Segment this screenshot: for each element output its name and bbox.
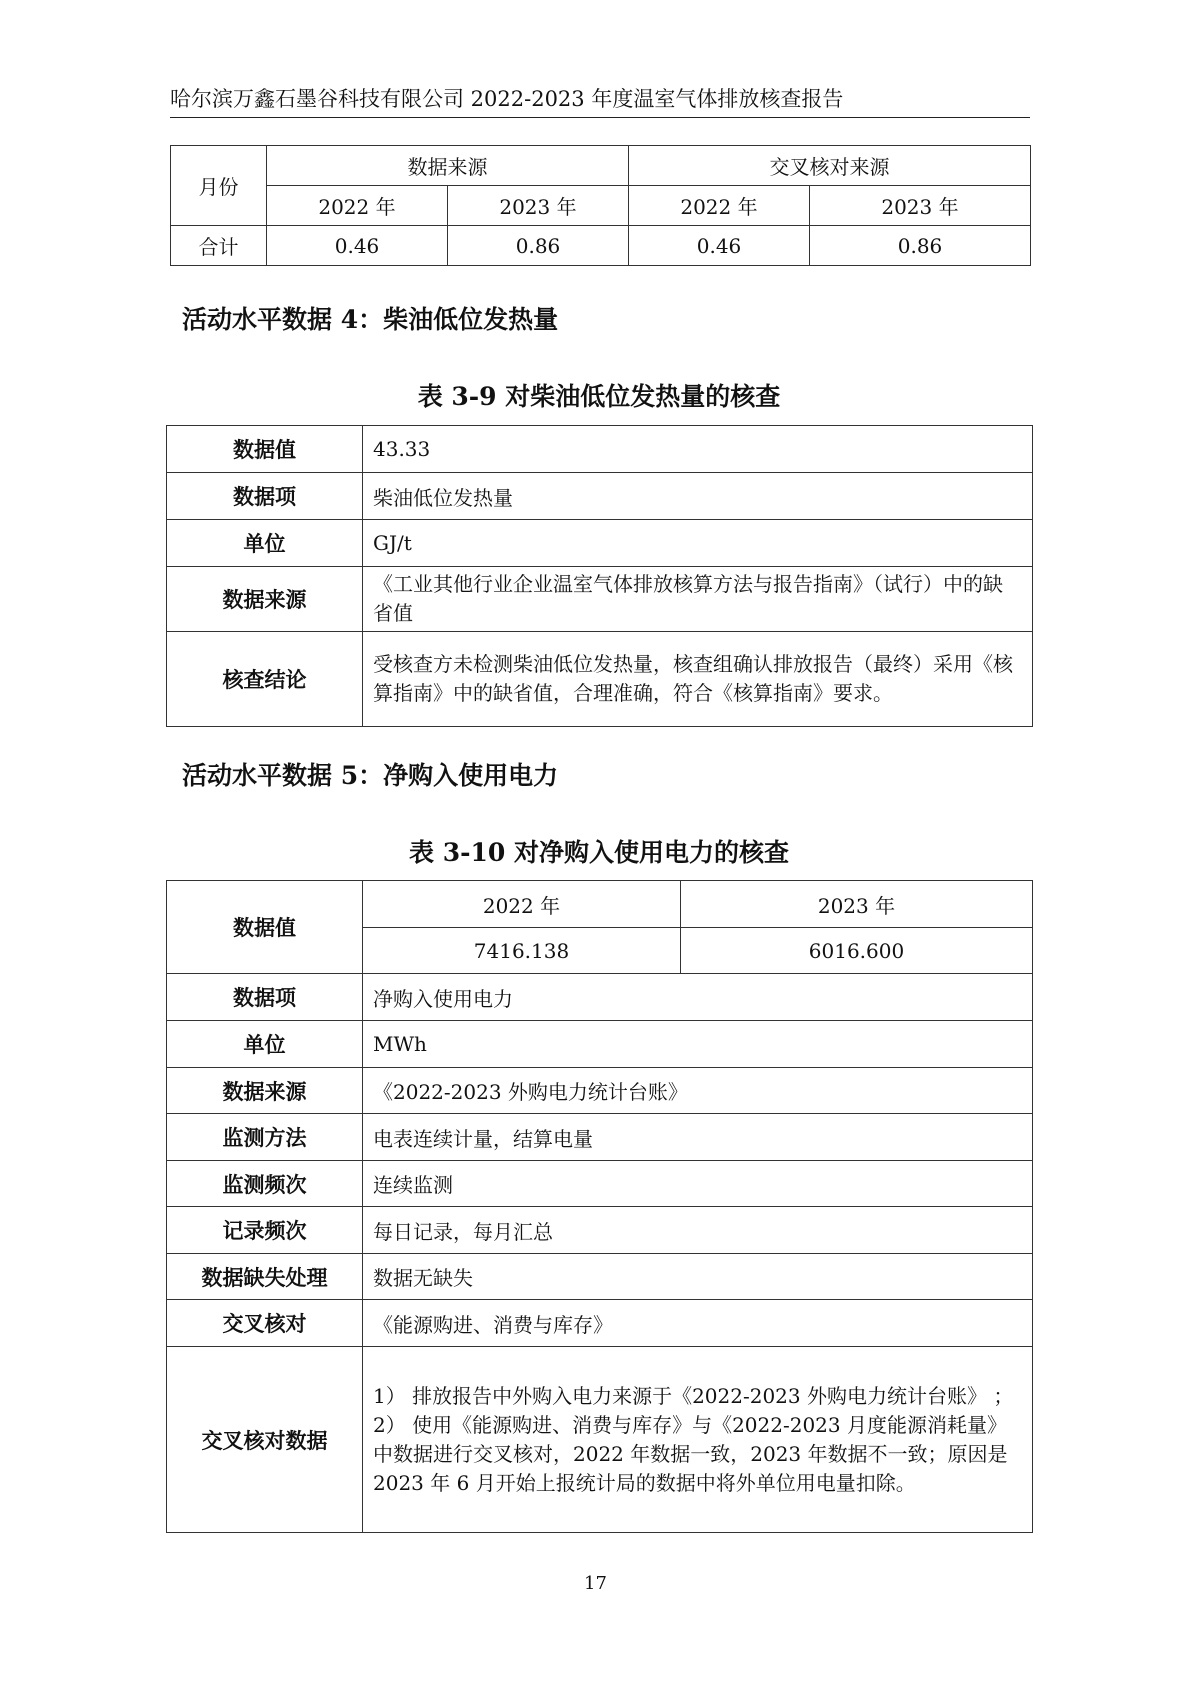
row-value: 受核查方未检测柴油低位发热量，核查组确认排放报告（最终）采用《核算指南》中的缺省值，合理准确，符合《核算指南》要求。 [363,632,1033,727]
total-value: 0.46 [629,226,810,266]
year-header: 2023 年 [810,186,1031,226]
row-label: 单位 [167,520,363,567]
cross-check-data-label: 交叉核对数据 [167,1347,363,1533]
table-3-10-caption: 表 3-10 对净购入使用电力的核查 [409,838,789,867]
row-label: 数据来源 [167,1068,363,1114]
year-header: 2022 年 [363,881,681,928]
cross-check-data-value [363,1347,1033,1533]
row-value: MWh [363,1021,1033,1068]
data-source-header: 数据来源 [267,146,629,186]
page-header: 哈尔滨万鑫石墨谷科技有限公司 2022-2023 年度温室气体排放核查报告 [170,87,844,111]
section-heading-5: 活动水平数据 5：净购入使用电力 [182,761,559,790]
cross-check-source-header: 交叉核对来源 [629,146,1031,186]
row-label: 单位 [167,1021,363,1068]
row-value: 数据无缺失 [363,1254,1033,1300]
year-header: 2023 年 [681,881,1033,928]
row-label: 记录频次 [167,1207,363,1254]
row-label: 数据来源 [167,567,363,632]
year-header: 2022 年 [629,186,810,226]
previous-table [170,145,1031,266]
cross-check-item-1: 1） 排放报告中外购入电力来源于《2022-2023 外购电力统计台账》 ； [373,1383,1014,1408]
page-number: 17 [584,1573,607,1594]
data-value-label: 数据值 [167,881,363,974]
cross-check-item-2: 2） 使用《能源购进、消费与库存》与《2022-2023 月度能源消耗量》中数据进行交叉核对，2022 年数据一致，2023 年数据不一致；原因是 2023 年 6 月开始上报统计局的数据中将外单位用电量扣除。 [373,1412,1008,1495]
row-label: 监测方法 [167,1114,363,1161]
row-value: 柴油低位发热量 [363,473,1033,520]
row-label: 数据缺失处理 [167,1254,363,1300]
total-label: 合计 [171,226,267,266]
row-value: 《能源购进、消费与库存》 [363,1300,1033,1347]
data-value: 7416.138 [363,928,681,974]
total-value: 0.86 [448,226,629,266]
section-heading-4: 活动水平数据 4：柴油低位发热量 [182,305,559,334]
table-3-9 [166,425,1033,727]
row-value: 43.33 [363,426,1033,473]
table-3-10 [166,880,1033,1533]
row-label: 监测频次 [167,1161,363,1207]
row-label: 数据项 [167,974,363,1021]
row-value: 电表连续计量，结算电量 [363,1114,1033,1161]
row-value: 《2022-2023 外购电力统计台账》 [363,1068,1033,1114]
year-header: 2022 年 [267,186,448,226]
year-header: 2023 年 [448,186,629,226]
row-value: 净购入使用电力 [363,974,1033,1021]
total-value: 0.86 [810,226,1031,266]
data-value: 6016.600 [681,928,1033,974]
row-value: 每日记录，每月汇总 [363,1207,1033,1254]
month-header: 月份 [171,146,267,226]
row-value: 《工业其他行业企业温室气体排放核算方法与报告指南》（试行）中的缺省值 [363,567,1033,632]
header-rule [170,117,1030,118]
total-value: 0.46 [267,226,448,266]
table-3-9-caption: 表 3-9 对柴油低位发热量的核查 [417,382,781,411]
row-label: 数据值 [167,426,363,473]
row-value: GJ/t [363,520,1033,567]
row-value: 连续监测 [363,1161,1033,1207]
row-label: 核查结论 [167,632,363,727]
row-label: 交叉核对 [167,1300,363,1347]
row-label: 数据项 [167,473,363,520]
